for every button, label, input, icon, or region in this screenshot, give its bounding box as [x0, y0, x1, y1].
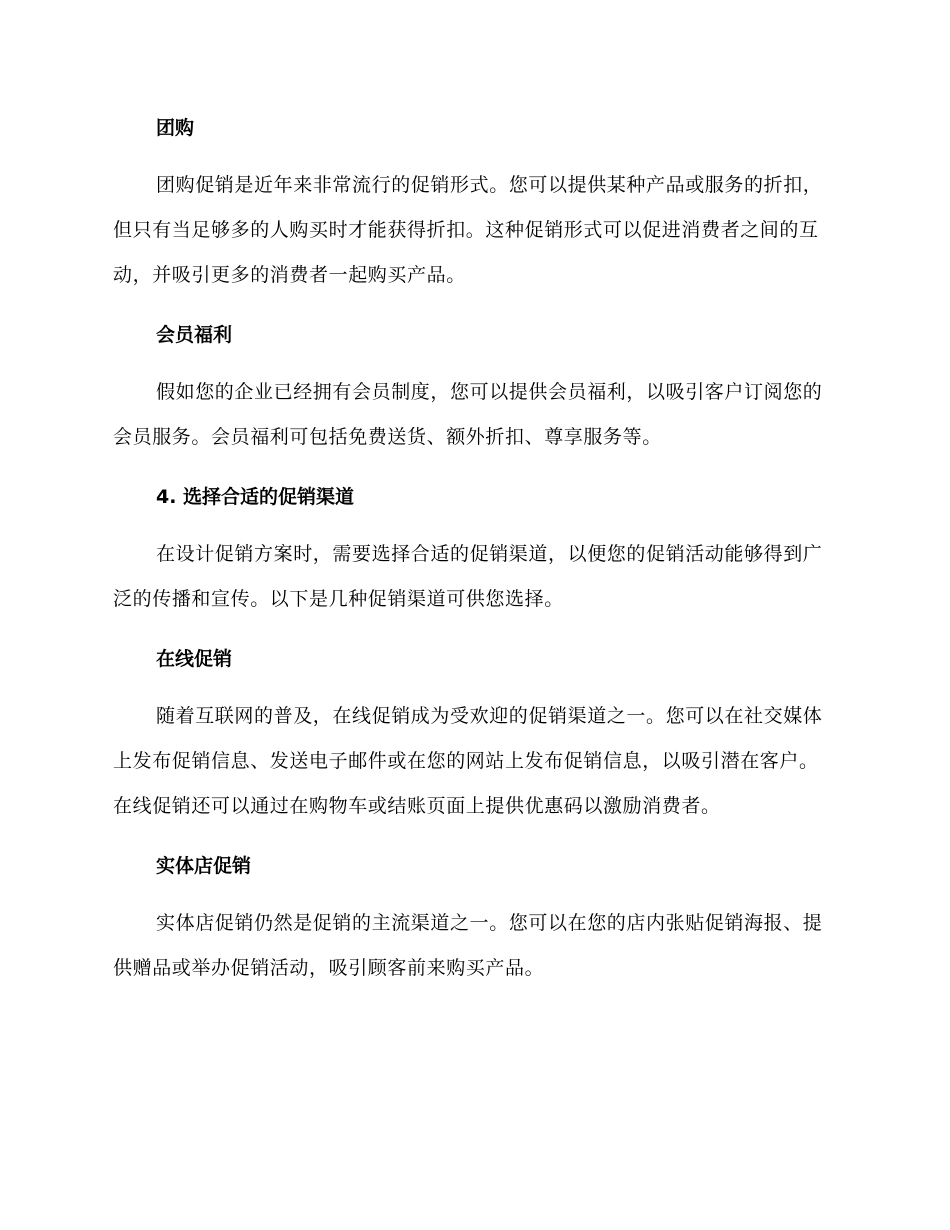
section-heading-group-buying: 团购 [156, 117, 195, 139]
section-heading-store-promotion: 实体店促销 [156, 855, 252, 877]
section-body-store-promotion: 实体店促销仍然是促销的主流渠道之一。您可以在您的店内张贴促销海报、提供赠品或举办促销活动，吸引顾客前来购买产品。 [113, 912, 823, 979]
section-heading-member-benefits: 会员福利 [156, 324, 233, 346]
section-heading-online-promotion: 在线促销 [156, 648, 233, 670]
section-body-online-promotion: 随着互联网的普及，在线促销成为受欢迎的促销渠道之一。您可以在社交媒体上发布促销信息、发送电子邮件或在您的网站上发布促销信息，以吸引潜在客户。在线促销还可以通过在购物车或结账页面上提供优惠码以激励消费者。 [113, 705, 823, 817]
section-body-choose-channels: 在设计促销方案时，需要选择合适的促销渠道，以便您的促销活动能够得到广泛的传播和宣传。以下是几种促销渠道可供您选择。 [113, 543, 823, 610]
document-content [113, 105, 833, 993]
section-body-member-benefits: 假如您的企业已经拥有会员制度，您可以提供会员福利，以吸引客户订阅您的会员服务。会员福利可包括免费送货、额外折扣、尊享服务等。 [113, 381, 823, 448]
section-heading-choose-channels: 4. 选择合适的促销渠道 [156, 486, 355, 508]
section-body-group-buying: 团购促销是近年来非常流行的促销形式。您可以提供某种产品或服务的折扣，但只有当足够多的人购买时才能获得折扣。这种促销形式可以促进消费者之间的互动，并吸引更多的消费者一起购买产品。 [113, 174, 823, 286]
